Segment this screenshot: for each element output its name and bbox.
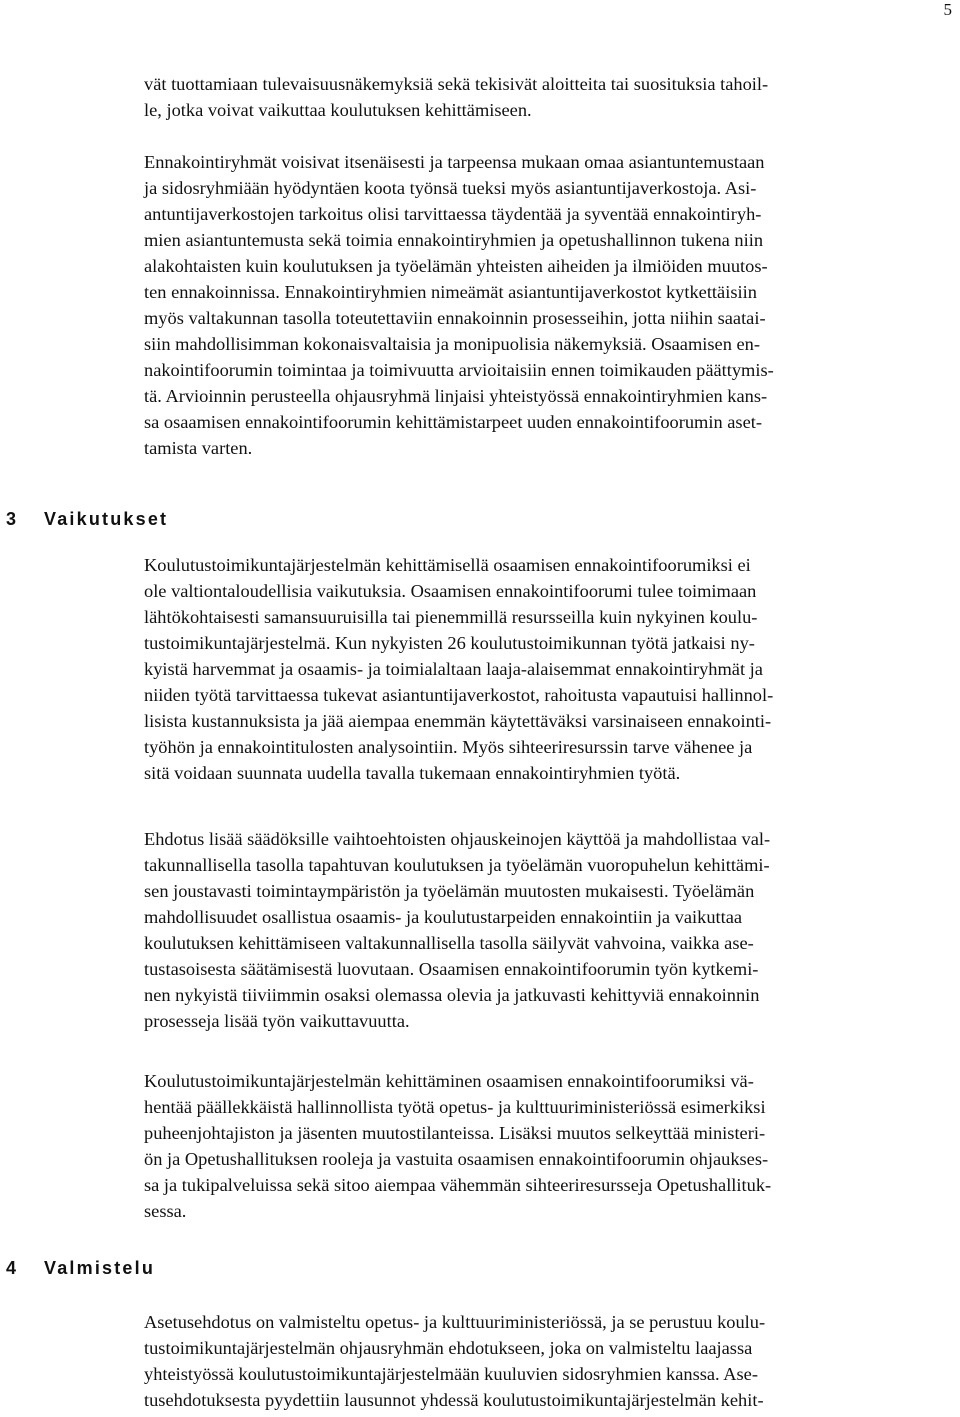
paragraph-vaikutukset-3: Koulutustoimikuntajärjestelmän kehittäminen osaamisen ennakointifoorumiksi vä- hentää päällekkäistä hallinnollista työtä opetus- ja kulttuuriministeriössä esimerkiksi puheenjohtajiston ja jäsenten muutostilanteissa. Lisäksi muutos selkeyttää ministeri- ön ja Opetushallituksen rooleja ja vastuita osaamisen ennakointifoorumin ohjaukses- sa ja tukipalveluissa sekä sitoo aiempaa vähemmän sihteeriresursseja Opetushallituk- sessa.	[144, 1071, 772, 1221]
paragraph-vaikutukset-1: Koulutustoimikuntajärjestelmän kehittämisellä osaamisen ennakointifoorumiksi ei ole valtiontaloudellisia vaikutuksia. Osaamisen ennakointifoorumi tulee toimimaan lähtökohtaisesti samansuuruisilla tai pienemmillä resursseilla kuin nykyinen koulu- tustoimikuntajärjestelmä. Kun nykyisten 26 koulutustoimikunnan työtä jatkaisi ny- kyistä harvemmat ja osaamis- ja toimialaltaan laaja-alaisemmat ennakointiryhmät ja niiden työtä tarvittaessa tukevat asiantuntijaverkostot, rahoitusta vapautuisi hallinnol- lisista kustannuksista ja jää aiempaa enemmän käytettäväksi varsinaiseen ennakointi- työhön ja ennakointitulosten analysointiin. Myös sihteeriresurssin tarve vähenee ja sitä voidaan suunnata uudella tavalla tukemaan ennakointiryhmien työtä.	[144, 555, 774, 783]
paragraph-ennakointiryhmat: Ennakointiryhmät voisivat itsenäisesti ja tarpeensa mukaan omaa asiantuntemustaan ja sidosryhmiään hyödyntäen koota työnsä tueksi myös asiantuntijaverkostoja. Asi- antuntijaverkostojen tarkoitus olisi tarvittaessa täydentää ja syventää ennakointiryh- mien asiantuntemusta sekä toimia ennakointiryhmien ja opetushallinnon tukena niin alakohtaisten kuin koulutuksen ja työelämän yhteisten aiheiden ja ilmiöiden muutos- ten ennakoinnissa. Ennakointiryhmien nimeämät asiantuntijaverkostot kytkettäisiin myös valtakunnan tasolla toteutettaviin ennakoinnin prosesseihin, jotta niihin saatai- siin mahdollisimman kokonaisvaltaisia ja monipuolisia näkemyksiä. Osaamisen en- nakointifoorumin toimintaa ja toimivuutta arvioitaisiin ennen toimikauden päättymis- tä. Arvioinnin perusteella ohjausryhmä linjaisi yhteistyössä ennakointiryhmien kans- sa osaamisen ennakointifoorumin kehittämistarpeet uuden ennakointifoorumin aset- tamista varten.	[144, 152, 774, 458]
paragraph-vaikutukset-2: Ehdotus lisää säädöksille vaihtoehtoisten ohjauskeinojen käyttöä ja mahdollistaa val- takunnallisella tasolla tapahtuvan koulutuksen ja työelämän vuoropuhelun kehittämi- sen joustavasti toimintaympäristön ja työelämän muutosten mukaisesti. Työelämän mahdollisuudet osallistua osaamis- ja koulutustarpeiden ennakointiin ja vaikuttaa koulutuksen kehittämiseen valtakunnallisella tasolla säilyvät vahvoina, vaikka ase- tustasoisesta säätämisestä luovutaan. Osaamisen ennakointifoorumin työn kytkemi- nen nykyistä tiiviimmin osaksi olemassa olevia ja jatkuvasti kehittyviä ennakoinnin prosesseja lisää työn vaikuttavuutta.	[144, 829, 771, 1031]
section-title: Vaikutukset	[44, 509, 169, 529]
section-heading-vaikutukset	[6, 507, 168, 531]
page-number: 5	[943, 0, 952, 19]
section-heading-valmistelu	[6, 1256, 155, 1280]
section-number: 4	[6, 1258, 17, 1278]
section-title: Valmistelu	[44, 1258, 156, 1278]
paragraph-continued: vät tuottamiaan tulevaisuusnäkemyksiä sekä tekisivät aloitteita tai suosituksia tahoil- le, jotka voivat vaikuttaa koulutuksen kehittämiseen.	[144, 74, 769, 120]
paragraph-valmistelu: Asetusehdotus on valmisteltu opetus- ja kulttuuriministeriössä, ja se perustuu koulu- tustoimikuntajärjestelmän ohjausryhmän ehdotukseen, joka on valmisteltu laajassa yhteistyössä koulutustoimikuntajärjestelmään kuuluvien sidosryhmien kanssa. Ase- tusehdotuksesta pyydettiin lausunnot yhdessä koulutustoimikuntajärjestelmän kehit-	[144, 1312, 766, 1410]
section-number: 3	[6, 509, 17, 529]
